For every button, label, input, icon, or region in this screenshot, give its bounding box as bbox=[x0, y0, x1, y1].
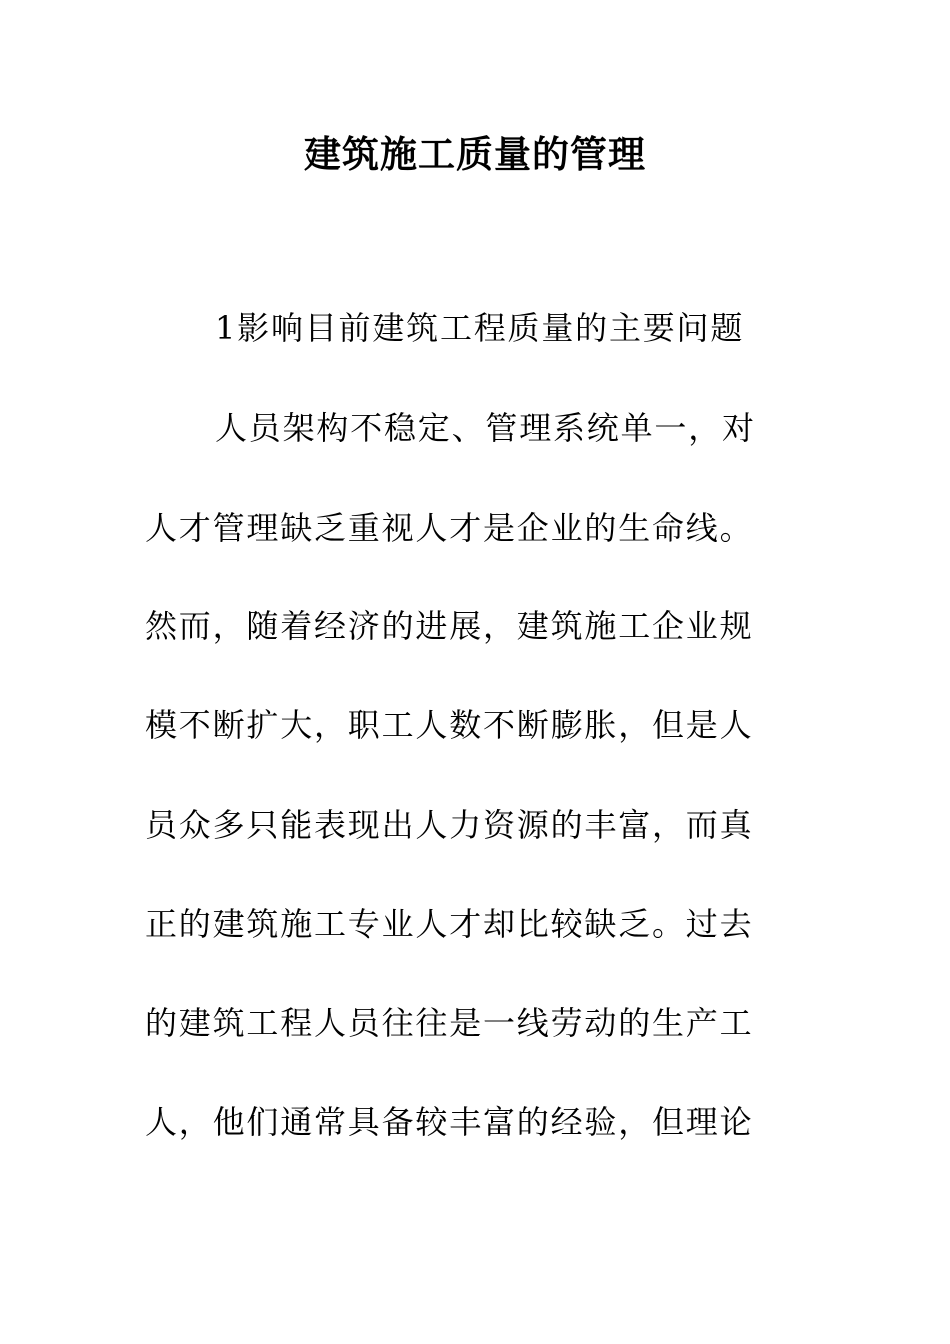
paragraph-line: 模不断扩大，职工人数不断膨胀，但是人 bbox=[145, 706, 754, 744]
document-title: 建筑施工质量的管理 bbox=[304, 132, 646, 176]
section-heading: 1影响目前建筑工程质量的主要问题 bbox=[215, 309, 745, 347]
paragraph-line: 员众多只能表现出人力资源的丰富，而真 bbox=[145, 806, 754, 844]
paragraph-line: 然而，随着经济的进展，建筑施工企业规 bbox=[145, 607, 754, 645]
paragraph-line: 的建筑工程人员往往是一线劳动的生产工 bbox=[145, 1004, 754, 1042]
paragraph-line: 正的建筑施工专业人才却比较缺乏。过去 bbox=[145, 905, 754, 943]
paragraph-line: 人，他们通常具备较丰富的经验，但理论 bbox=[145, 1103, 754, 1141]
paragraph-line: 人员架构不稳定、管理系统单一，对 bbox=[215, 409, 756, 447]
paragraph-line: 人才管理缺乏重视人才是企业的生命线。 bbox=[145, 509, 754, 547]
